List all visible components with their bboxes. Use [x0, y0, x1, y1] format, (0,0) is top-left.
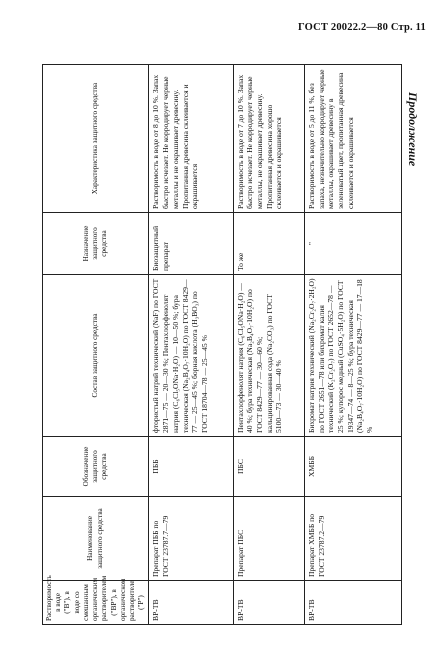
table-row — [304, 65, 401, 625]
cell-name: Препарат ПБС — [233, 497, 304, 581]
continued-label: Продолжение — [406, 92, 420, 167]
cell-purpose: " — [304, 213, 401, 275]
cell-designation: ХМББ — [304, 437, 401, 497]
header-composition: Состав защитного средства — [43, 275, 149, 437]
cell-designation: ПББ — [149, 437, 233, 497]
cell-solubility: ВР-ТВ — [304, 581, 401, 625]
header-purpose: Назначение защитного средства — [43, 213, 149, 275]
table-row — [233, 65, 304, 625]
table-header-row — [43, 65, 149, 625]
cell-solubility: ВР-ТВ — [149, 581, 233, 625]
cell-designation: ПБС — [233, 437, 304, 497]
cell-name: Препарат ПББ по ГОСТ 23787.7—79 — [149, 497, 233, 581]
cell-characteristic: Растворимость в воде от 8 до 10 %. Запах быстро исчезает. Не корродирует черные металлы и не окрашивает древесину. Пропитанная древесина склеивается и окрашивается — [149, 65, 233, 213]
header-characteristic: Характеристика защитного средства — [43, 65, 149, 213]
cell-solubility: ВР-ТВ — [233, 581, 304, 625]
cell-name: Препарат ХМББ по ГОСТ 23787.2—79 — [304, 497, 401, 581]
cell-composition: фтористый натрий технический (NaF) по ГОСТ 2871—75 — 20—30 %; Пентахлорфенолят натрия (C₆Cl₅ONa·H₂O) — 10—50 %; бура техническая (Na₂B₄O₇·10H₂O) по ГОСТ 8429—77 — 25—45 %; борная кислота (H₃BO₃) по ГОСТ 18704—78 — 25—45 % — [149, 275, 233, 437]
cell-composition: Пентахлорфенолят натрия (C₆Cl₅ONa·H₂O) — 40 %; бура техническая (Na₂B₄O₇·10H₂O) по ГОСТ 8429—77 — 30—60 %; кальцинированная сода (Na₂CO₃) по ГОСТ 5100—73 — 30—40 % — [233, 275, 304, 437]
cell-purpose: Биозащитный препарат — [149, 213, 233, 275]
header-designation: Обозначение защитного средства — [43, 437, 149, 497]
protective-agents-table — [42, 64, 402, 625]
table-row — [149, 65, 233, 625]
cell-characteristic: Растворимость в воде от 7 до 10 %. Запах быстро исчезает. Не корродирует черные металлы, не окрашивает древесину. Пропитанная древесина хорошо склеивается и окрашивается — [233, 65, 304, 213]
rotated-table-wrapper — [42, 65, 402, 625]
page-header: ГОСТ 20022.2—80 Стр. 11 — [297, 22, 426, 33]
cell-purpose: То же — [233, 213, 304, 275]
cell-characteristic: Растворимость в воде от 5 до 11 %, без запаха, незначительно корродирует черные металлы, окрашивает древесину в зеленоватый цвет, пропитанная древесина склеивается и окрашивается — [304, 65, 401, 213]
header-name: Наименование защитного средства — [43, 497, 149, 581]
header-solubility: Растворимость в воде ("В"), в воде со смешанным органическим растворителем ("ВР"), в органическом растворителе ("Р") — [43, 581, 149, 625]
cell-composition: Бихромат натрия технический (Na₂Cr₂O₇·2H₂O) по ГОСТ 2651—78 или бихромат калия технический (K₂Cr₂O₇) по ГОСТ 2652—78 — 25 %; купорос медный (CuSO₄·5H₂O) по ГОСТ 19347—74 — 8—25 %; бура техническая (Na₂B₄O₇·10H₂O) по ГОСТ 8429—77 — 17—18 % — [304, 275, 401, 437]
